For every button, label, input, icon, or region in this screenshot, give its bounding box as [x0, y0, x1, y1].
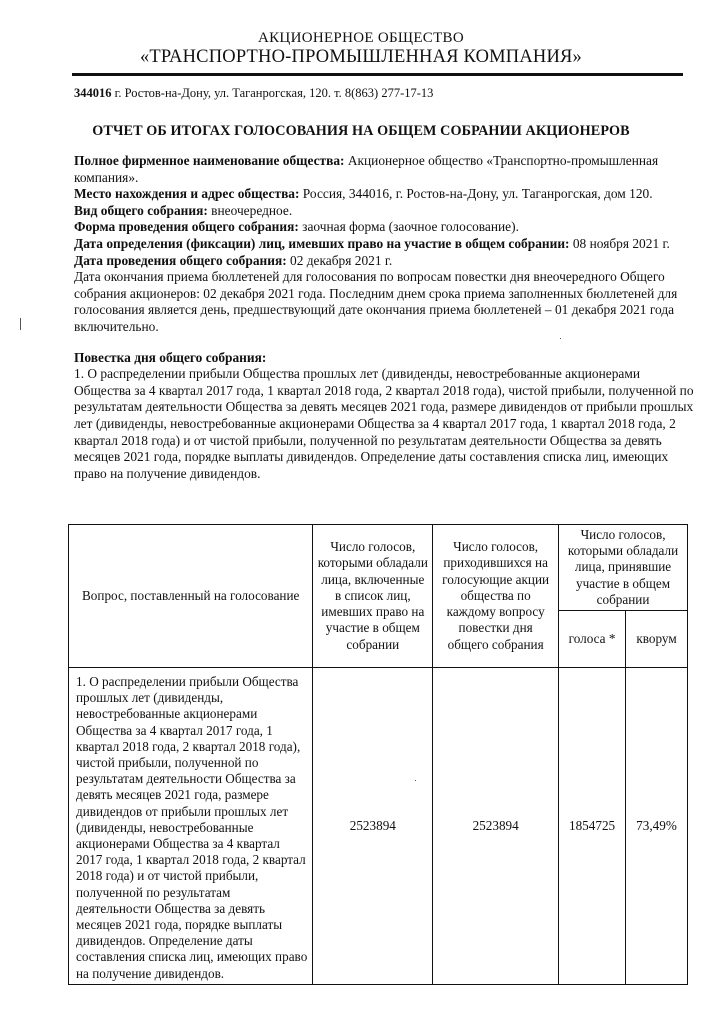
location-line: [74, 186, 694, 203]
header-quorum-sub: кворум: [626, 611, 688, 668]
header-votes-eligible: Число голосов, которыми обладали лица, включенные в список лиц, имевших право на участие в общем собрании: [313, 525, 433, 668]
scan-mark: [20, 318, 21, 330]
header-votes-participated: Число голосов, которыми обладали лица, принявшие участие в общем собрании: [559, 525, 688, 611]
row-question: 1. О распределении прибыли Общества прошлых лет (дивиденды, невостребованные акционерами Общества за 4 квартал 2017 года, 1 квартал 2018 года, 2 квартал 2018 года), чистой прибыли, полученной по результатам деятельности Общества за девять месяцев 2021 года, размере дивидендов от прибыли прошлых лет (дивиденды, невостребованные акционерами Общества за 4 квартал 2017 года, 1 квартал 2018 года, 2 квартал 2018 года) и от чистой прибыли, полученной по результатам деятельности Общества за девять месяцев 2021 года, порядке выплаты дивидендов. Определение даты составления списка лиц, имеющих право на получение дивидендов.: [69, 668, 313, 985]
address-postcode: 344016: [74, 86, 112, 100]
header-votes-per-item: Число голосов, приходившихся на голосующие акции общества по каждому вопросу повестки дня общего собрания: [433, 525, 559, 668]
address-details: г. Ростов-на-Дону, ул. Таганрогская, 120. т. 8(863) 277-17-13: [111, 86, 434, 100]
company-name: «ТРАНСПОРТНО-ПРОМЫШЛЕННАЯ КОМПАНИЯ»: [139, 47, 583, 67]
row-votes-eligible: 2523894: [313, 668, 433, 985]
row-quorum: 73,49%: [626, 668, 688, 985]
company-type: АКЦИОНЕРНОЕ ОБЩЕСТВО: [258, 30, 464, 46]
header-votes-sub: голоса *: [559, 611, 626, 668]
scan-mark: [415, 780, 416, 781]
meeting-type-label: Вид общего собрания:: [74, 202, 208, 218]
report-details: [74, 153, 694, 482]
location-label: Место нахождения и адрес общества:: [74, 186, 300, 202]
record-date-label: Дата определения (фиксации) лиц, имевших право на участие в общем собрании:: [74, 235, 570, 251]
meeting-date-value: 02 декабря 2021 г.: [286, 252, 393, 268]
table-header-row: [69, 525, 688, 611]
table-row: [69, 668, 688, 985]
scan-mark: [560, 338, 561, 339]
meeting-form-value: заочная форма (заочное голосование).: [298, 219, 519, 235]
record-date-line: [74, 236, 694, 253]
ballot-deadline-text: Дата окончания приема бюллетеней для голосования по вопросам повестки дня внеочередного Общего собрания акционеров: 02 декабря 2021 года. Последним днем срока приема заполненных бюллетеней для голосования является день, предшествующий дате окончания приема бюллетеней – 01 декабря 2021 года включительно.: [74, 269, 678, 334]
header-question: Вопрос, поставленный на голосование: [69, 525, 313, 668]
full-name-line: [74, 153, 694, 186]
voting-results-table: [68, 524, 688, 985]
agenda-label: Повестка дня общего собрания:: [74, 349, 267, 365]
agenda-item-1: 1. О распределении прибыли Общества прошлых лет (дивиденды, невостребованные акционерами Общества за 4 квартал 2017 года, 1 квартал 2018 года, 2 квартал 2018 года), чистой прибыли, полученной по результатам деятельности Общества за девять месяцев 2021 года, размере дивидендов от прибыли прошлых лет (дивиденды, невостребованные акционерами Общества за 4 квартал 2017 года, 1 квартал 2018 года, 2 квартал 2018 года) и от чистой прибыли, полученной по результатам деятельности Общества за девять месяцев 2021 года, порядке выплаты дивидендов. Определение даты составления списка лиц, имеющих право на получение дивидендов.: [74, 366, 694, 481]
full-name-label: Полное фирменное наименование общества:: [74, 153, 345, 168]
company-address: [74, 86, 433, 101]
header-divider: [72, 73, 683, 76]
row-votes-per-item: 2523894: [433, 668, 559, 985]
meeting-type-value: внеочередное.: [207, 202, 293, 218]
meeting-type-line: [74, 203, 694, 220]
row-votes-participated: 1854725: [559, 668, 626, 985]
meeting-form-line: [74, 219, 694, 236]
meeting-date-line: [74, 253, 694, 270]
location-value: Россия, 344016, г. Ростов-на-Дону, ул. Таганрогская, дом 120.: [299, 186, 653, 202]
meeting-date-label: Дата проведения общего собрания:: [74, 252, 287, 268]
meeting-form-label: Форма проведения общего собрания:: [74, 219, 299, 235]
agenda-label-line: [74, 350, 694, 367]
document-title: ОТЧЕТ ОБ ИТОГАХ ГОЛОСОВАНИЯ НА ОБЩЕМ СОБРАНИИ АКЦИОНЕРОВ: [92, 123, 630, 139]
record-date-value: 08 ноября 2021 г.: [569, 235, 670, 251]
full-name-value: Акционерное общество «Транспортно-промышленная компания».: [74, 153, 659, 185]
